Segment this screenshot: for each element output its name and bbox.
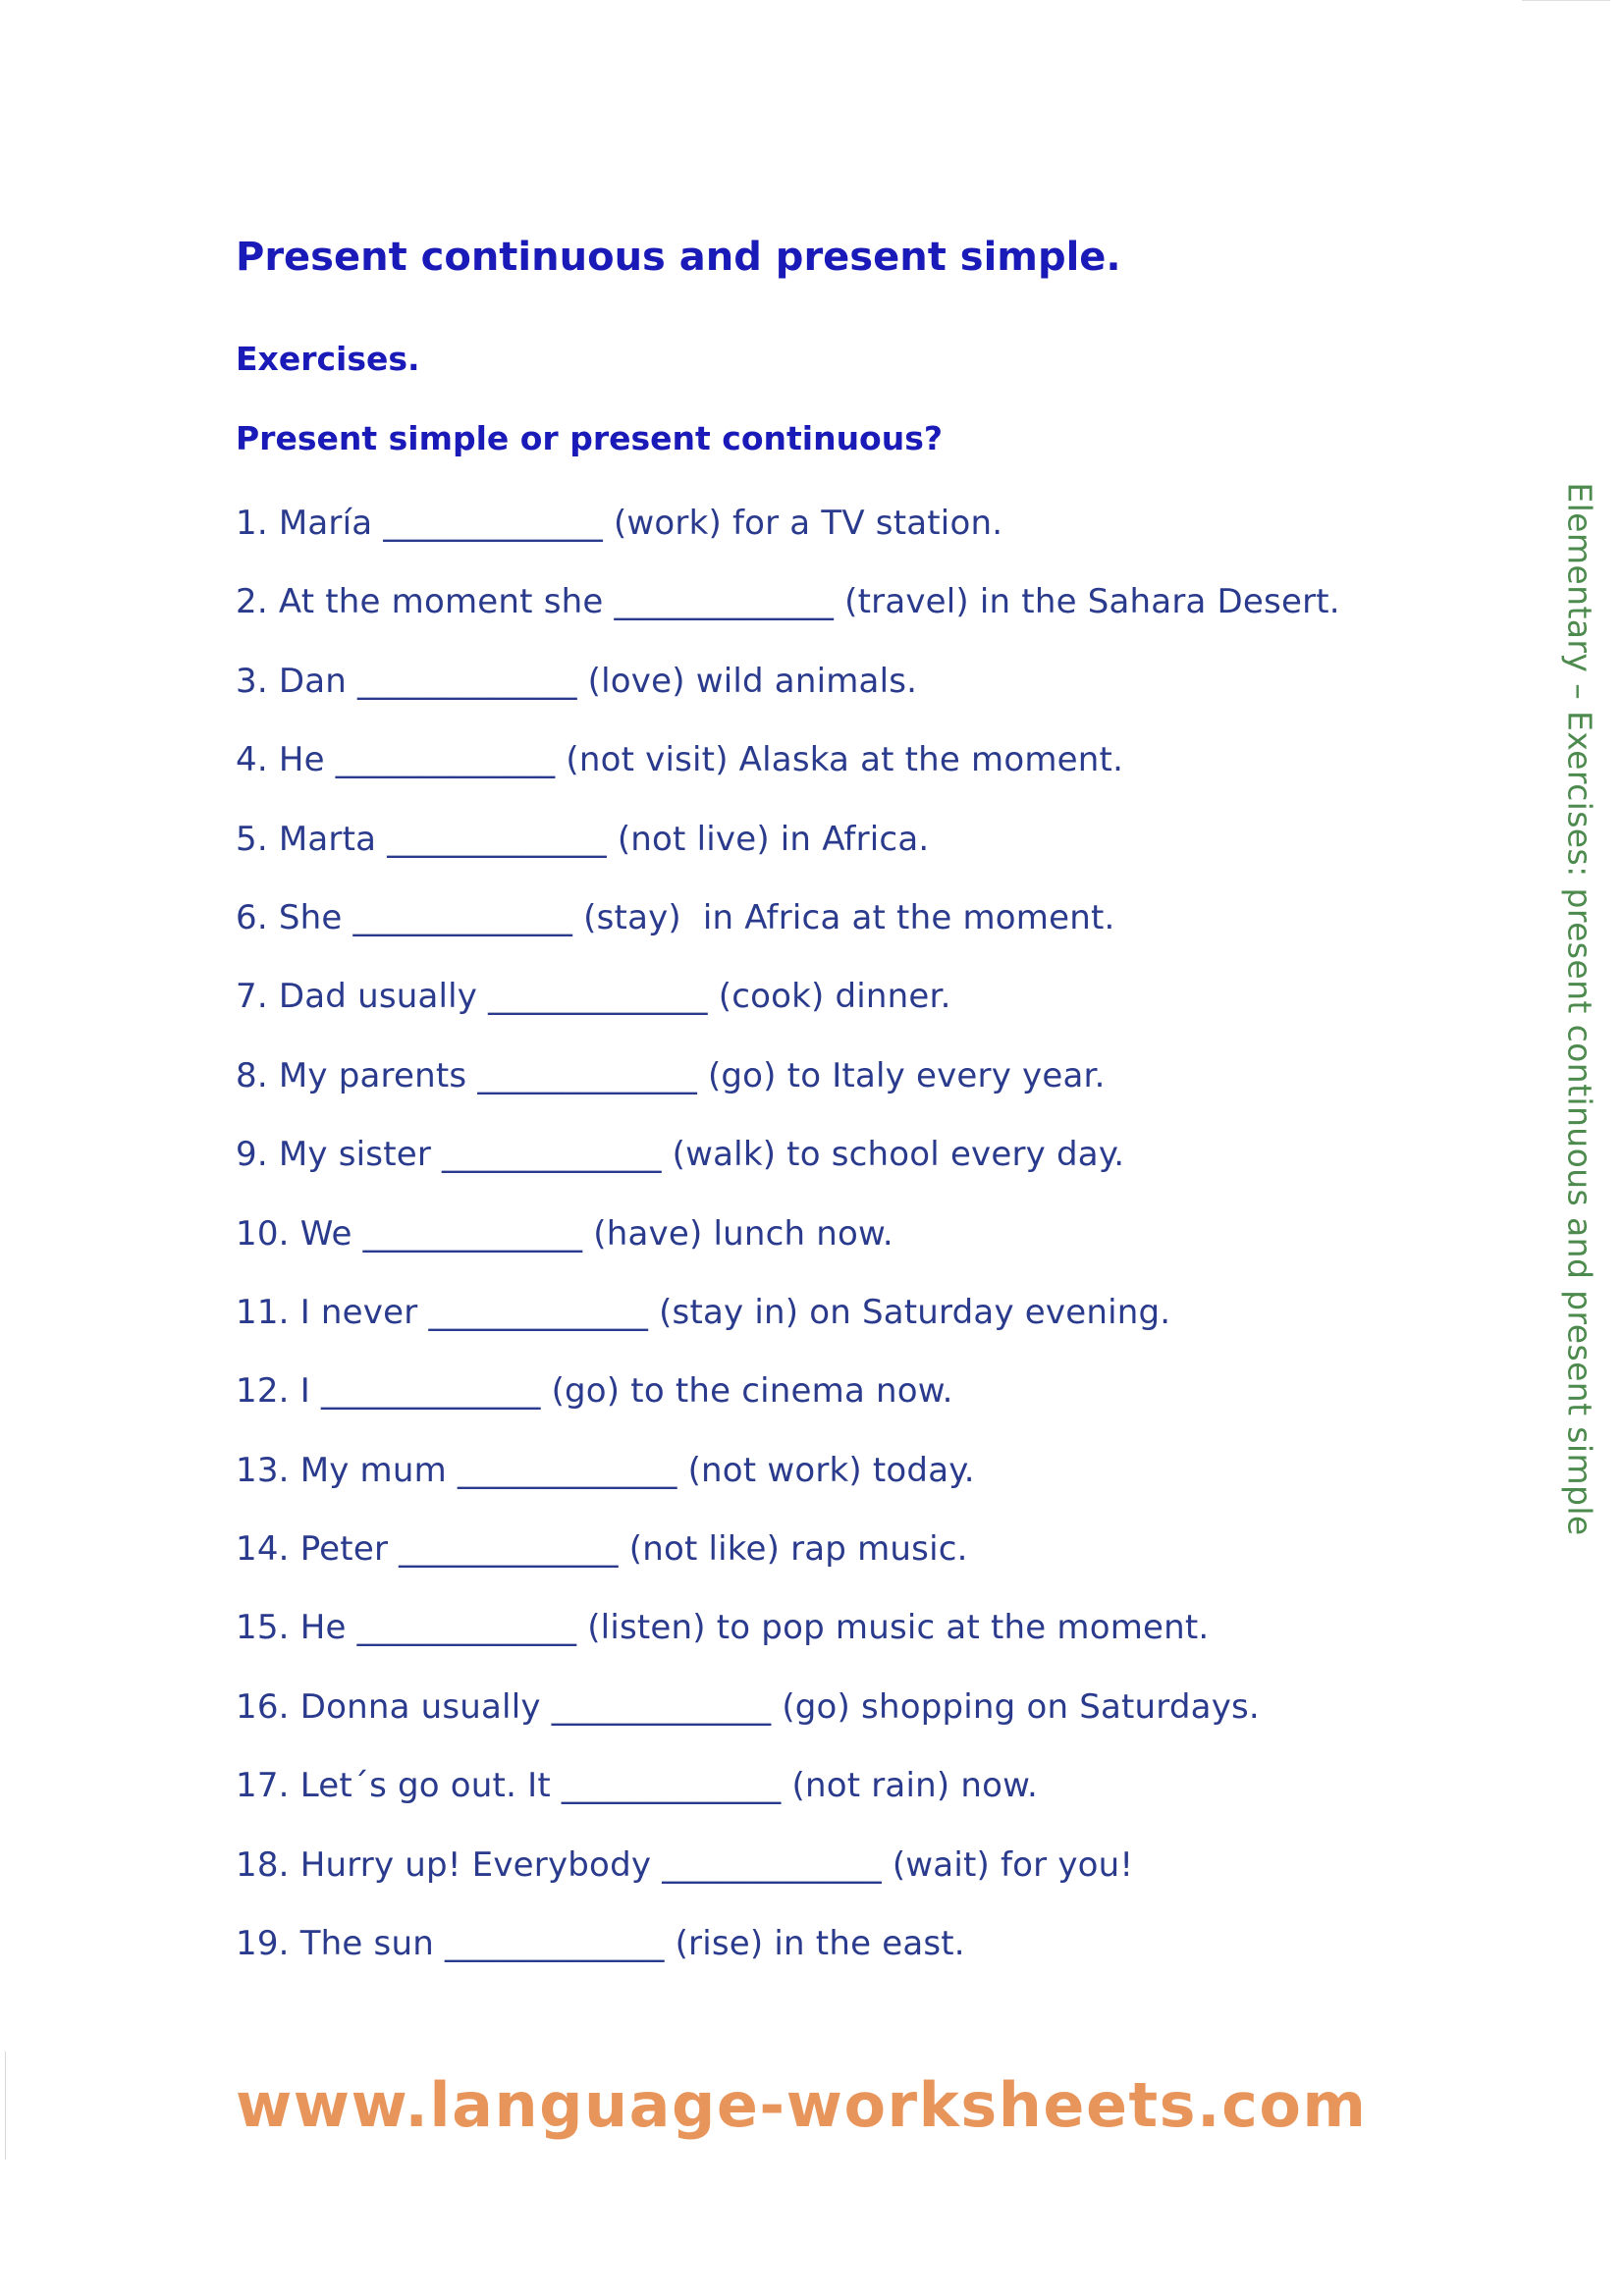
answer-blank: _____________ [428, 1292, 649, 1332]
exercise-item [236, 1761, 1453, 1840]
exercise-suffix: (rise) in the east. [675, 1924, 965, 1964]
exercise-item [236, 1919, 1453, 1998]
exercise-suffix: (wait) for you! [892, 1844, 1134, 1885]
exercise-item [236, 1130, 1453, 1208]
footer-url: www.language-worksheets.com [236, 2069, 1368, 2141]
exercise-suffix: (travel) in the Sahara Desert. [844, 582, 1340, 622]
exercise-item [236, 1209, 1453, 1288]
answer-blank: _____________ [457, 1450, 677, 1490]
exercise-item [236, 735, 1453, 814]
exercise-number: 7. [236, 977, 268, 1017]
exercise-item [236, 1841, 1453, 1919]
exercise-instructions: Present simple or present continuous? [236, 419, 944, 457]
exercise-prefix: Peter [299, 1529, 389, 1570]
exercise-prefix: I [299, 1371, 310, 1412]
exercise-number: 11. [236, 1292, 290, 1332]
exercise-prefix: She [278, 897, 343, 937]
exercise-number: 12. [236, 1371, 290, 1412]
exercise-prefix: The sun [299, 1924, 434, 1964]
exercise-number: 8. [236, 1055, 268, 1095]
exercise-prefix: Let´s go out. It [299, 1766, 551, 1806]
exercise-item [236, 815, 1453, 893]
exercise-number: 15. [236, 1608, 290, 1648]
exercise-item [236, 577, 1453, 656]
exercise-number: 18. [236, 1844, 290, 1885]
exercise-prefix: My parents [278, 1055, 467, 1095]
answer-blank: _____________ [335, 740, 556, 780]
exercise-suffix: (have) lunch now. [593, 1213, 893, 1254]
answer-blank: _____________ [356, 1608, 577, 1648]
exercise-suffix: (not work) today. [687, 1450, 975, 1490]
exercise-number: 3. [236, 661, 268, 701]
answer-blank: _____________ [362, 1213, 583, 1254]
exercise-prefix: I never [299, 1292, 418, 1332]
exercise-item [236, 1682, 1453, 1761]
answer-blank: _____________ [488, 977, 708, 1017]
exercise-prefix: He [299, 1608, 347, 1648]
answer-blank: _____________ [352, 897, 573, 937]
exercise-item [236, 1366, 1453, 1445]
exercise-suffix: (stay) in Africa at the moment. [583, 897, 1115, 937]
answer-blank: _____________ [399, 1529, 619, 1570]
exercise-prefix: Dan [278, 661, 348, 701]
scan-edge-mark [1522, 0, 1610, 1]
exercise-suffix: (cook) dinner. [718, 977, 951, 1017]
exercise-item [236, 1524, 1453, 1603]
exercise-number: 4. [236, 740, 268, 780]
exercise-prefix: My mum [299, 1450, 447, 1490]
answer-blank: _____________ [357, 661, 577, 701]
answer-blank: _____________ [561, 1766, 782, 1806]
exercise-suffix: (love) wild animals. [587, 661, 918, 701]
scan-edge-mark [5, 2052, 6, 2160]
exercise-number: 17. [236, 1766, 290, 1806]
answer-blank: _____________ [551, 1686, 772, 1727]
exercise-suffix: (go) shopping on Saturdays. [782, 1686, 1260, 1727]
exercise-number: 19. [236, 1924, 290, 1964]
exercise-number: 10. [236, 1213, 290, 1254]
exercise-prefix: At the moment she [278, 582, 604, 622]
exercise-number: 6. [236, 897, 268, 937]
answer-blank: _____________ [662, 1844, 882, 1885]
exercise-suffix: (walk) to school every day. [672, 1135, 1125, 1175]
exercise-prefix: Hurry up! Everybody [299, 1844, 652, 1885]
exercise-number: 16. [236, 1686, 290, 1727]
exercise-number: 14. [236, 1529, 290, 1570]
exercise-suffix: (not live) in Africa. [617, 819, 930, 859]
exercise-prefix: He [278, 740, 325, 780]
exercise-suffix: (not like) rap music. [628, 1529, 968, 1570]
answer-blank: _____________ [442, 1135, 662, 1175]
exercise-item [236, 1288, 1453, 1366]
exercise-suffix: (not rain) now. [791, 1766, 1038, 1806]
exercise-prefix: María [278, 504, 373, 543]
answer-blank: _____________ [320, 1371, 541, 1412]
answer-blank: _____________ [477, 1055, 697, 1095]
exercise-suffix: (listen) to pop music at the moment. [587, 1608, 1210, 1648]
exercise-number: 1. [236, 504, 268, 543]
exercise-prefix: Marta [278, 819, 377, 859]
exercise-suffix: (not visit) Alaska at the moment. [566, 740, 1124, 780]
exercise-prefix: We [299, 1213, 352, 1254]
exercise-suffix: (go) to the cinema now. [551, 1371, 953, 1412]
side-label: Elementary – Exercises: present continuous and present simple [1560, 482, 1599, 1536]
answer-blank: _____________ [383, 504, 603, 543]
exercise-item [236, 1446, 1453, 1524]
exercise-number: 5. [236, 819, 268, 859]
exercise-number: 9. [236, 1135, 268, 1175]
exercise-number: 13. [236, 1450, 290, 1490]
exercise-number: 2. [236, 582, 268, 622]
exercises-heading: Exercises. [236, 340, 420, 378]
answer-blank: _____________ [387, 819, 607, 859]
exercise-suffix: (go) to Italy every year. [707, 1055, 1106, 1095]
answer-blank: _____________ [444, 1924, 665, 1964]
answer-blank: _____________ [614, 582, 835, 622]
exercise-suffix: (stay in) on Saturday evening. [659, 1292, 1171, 1332]
exercise-suffix: (work) for a TV station. [613, 504, 1003, 543]
page-title: Present continuous and present simple. [236, 234, 1121, 280]
exercise-item [236, 657, 1453, 735]
exercise-item [236, 893, 1453, 972]
exercise-prefix: Donna usually [299, 1686, 541, 1727]
exercise-prefix: My sister [278, 1135, 432, 1175]
exercise-item [236, 1603, 1453, 1682]
exercise-item [236, 499, 1453, 577]
exercise-prefix: Dad usually [278, 977, 478, 1017]
exercise-item [236, 972, 1453, 1050]
exercise-item [236, 1051, 1453, 1130]
exercise-list [236, 499, 1453, 1998]
